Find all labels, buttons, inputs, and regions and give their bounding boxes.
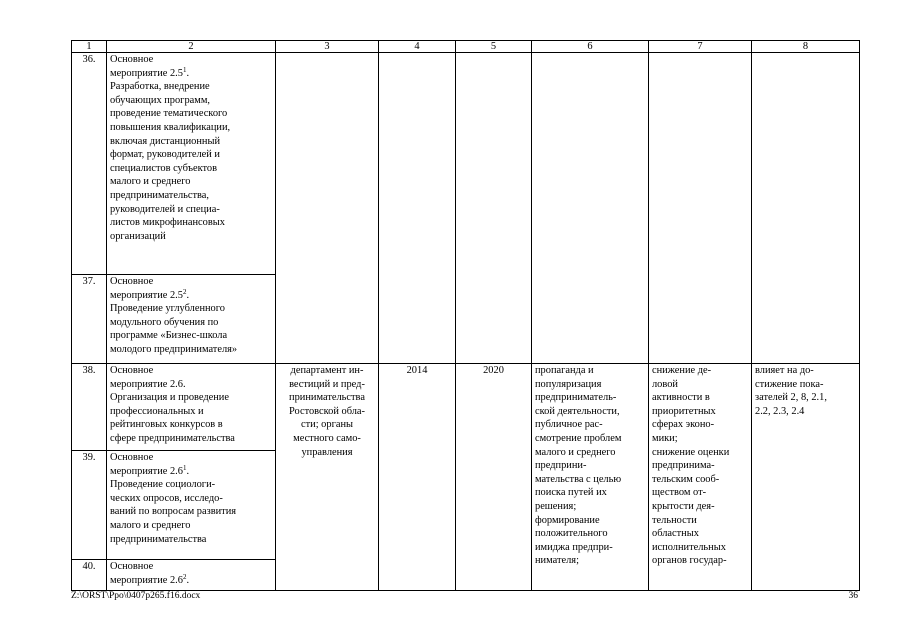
consequences-cell: снижение де- ловой активности в приоритетных сферах эконо- мики; снижение оценки предпринима- тельским сооб- ществом от- крытости дея- тельности областных исполнительных органов государ- [649, 364, 752, 591]
row-number: 36. [72, 53, 107, 275]
end-year-cell: 2020 [456, 364, 532, 591]
header-row [72, 41, 860, 53]
indicators-cell: влияет на до- стижение пока- зателей 2, 8, 2.1, 2.2, 2.3, 2.4 [752, 364, 860, 591]
row-number: 38. [72, 364, 107, 451]
table-row [72, 364, 860, 451]
empty-cell [456, 53, 532, 364]
page-number: 36 [848, 591, 858, 601]
empty-cell [379, 53, 456, 364]
file-path-footer: Z:\ORST\Ppo\0407p265.f16.docx [71, 591, 201, 601]
header-cell: 2 [107, 41, 276, 53]
executor-cell: департамент ин- вестиций и пред- принимательства Ростовской обла- сти; органы местного само- управления [276, 364, 379, 591]
header-cell: 7 [649, 41, 752, 53]
expected-result-cell: пропаганда и популяризация предприниматель- ской деятельности, публичное рас- смотрение проблем малого и среднего предприни- мательства с целью поиска путей их решения; формирование положительного имиджа предпри- нимателя; [532, 364, 649, 591]
empty-cell [532, 53, 649, 364]
measure-name: Основное мероприятие $2.5^1$. Разработка, внедрение обучающих программ, проведение тематического повышения квалификации, включая дистанционный формат, руководителей и специалистов субъектов малого и среднего предпринимательства, руководителей и специа- листов микрофинансовых организаций [107, 53, 276, 275]
table-row [72, 53, 860, 275]
row-number: 40. [72, 560, 107, 591]
header-cell: 3 [276, 41, 379, 53]
header-cell: 8 [752, 41, 860, 53]
header-cell: 1 [72, 41, 107, 53]
row-number: 39. [72, 451, 107, 560]
row-number: 37. [72, 275, 107, 364]
header-cell: 4 [379, 41, 456, 53]
header-cell: 5 [456, 41, 532, 53]
empty-cell [649, 53, 752, 364]
measures-table [71, 40, 860, 591]
header-cell: 6 [532, 41, 649, 53]
start-year-cell: 2014 [379, 364, 456, 591]
measure-name: Основное мероприятие $2.6^2$. [107, 560, 276, 591]
measure-name: Основное мероприятие $2.6^1$. Проведение социологи- ческих опросов, исследо- ваний по вопросам развития малого и среднего предпринимательства [107, 451, 276, 560]
measure-name: Основное мероприятие 2.6. Организация и проведение профессиональных и рейтинговых конкурсов в сфере предпринимательства [107, 364, 276, 451]
empty-cell [276, 53, 379, 364]
measure-name: Основное мероприятие $2.5^2$. Проведение углубленного модульного обучения по программе «Бизнес-школа молодого предпринимателя» [107, 275, 276, 364]
empty-cell [752, 53, 860, 364]
